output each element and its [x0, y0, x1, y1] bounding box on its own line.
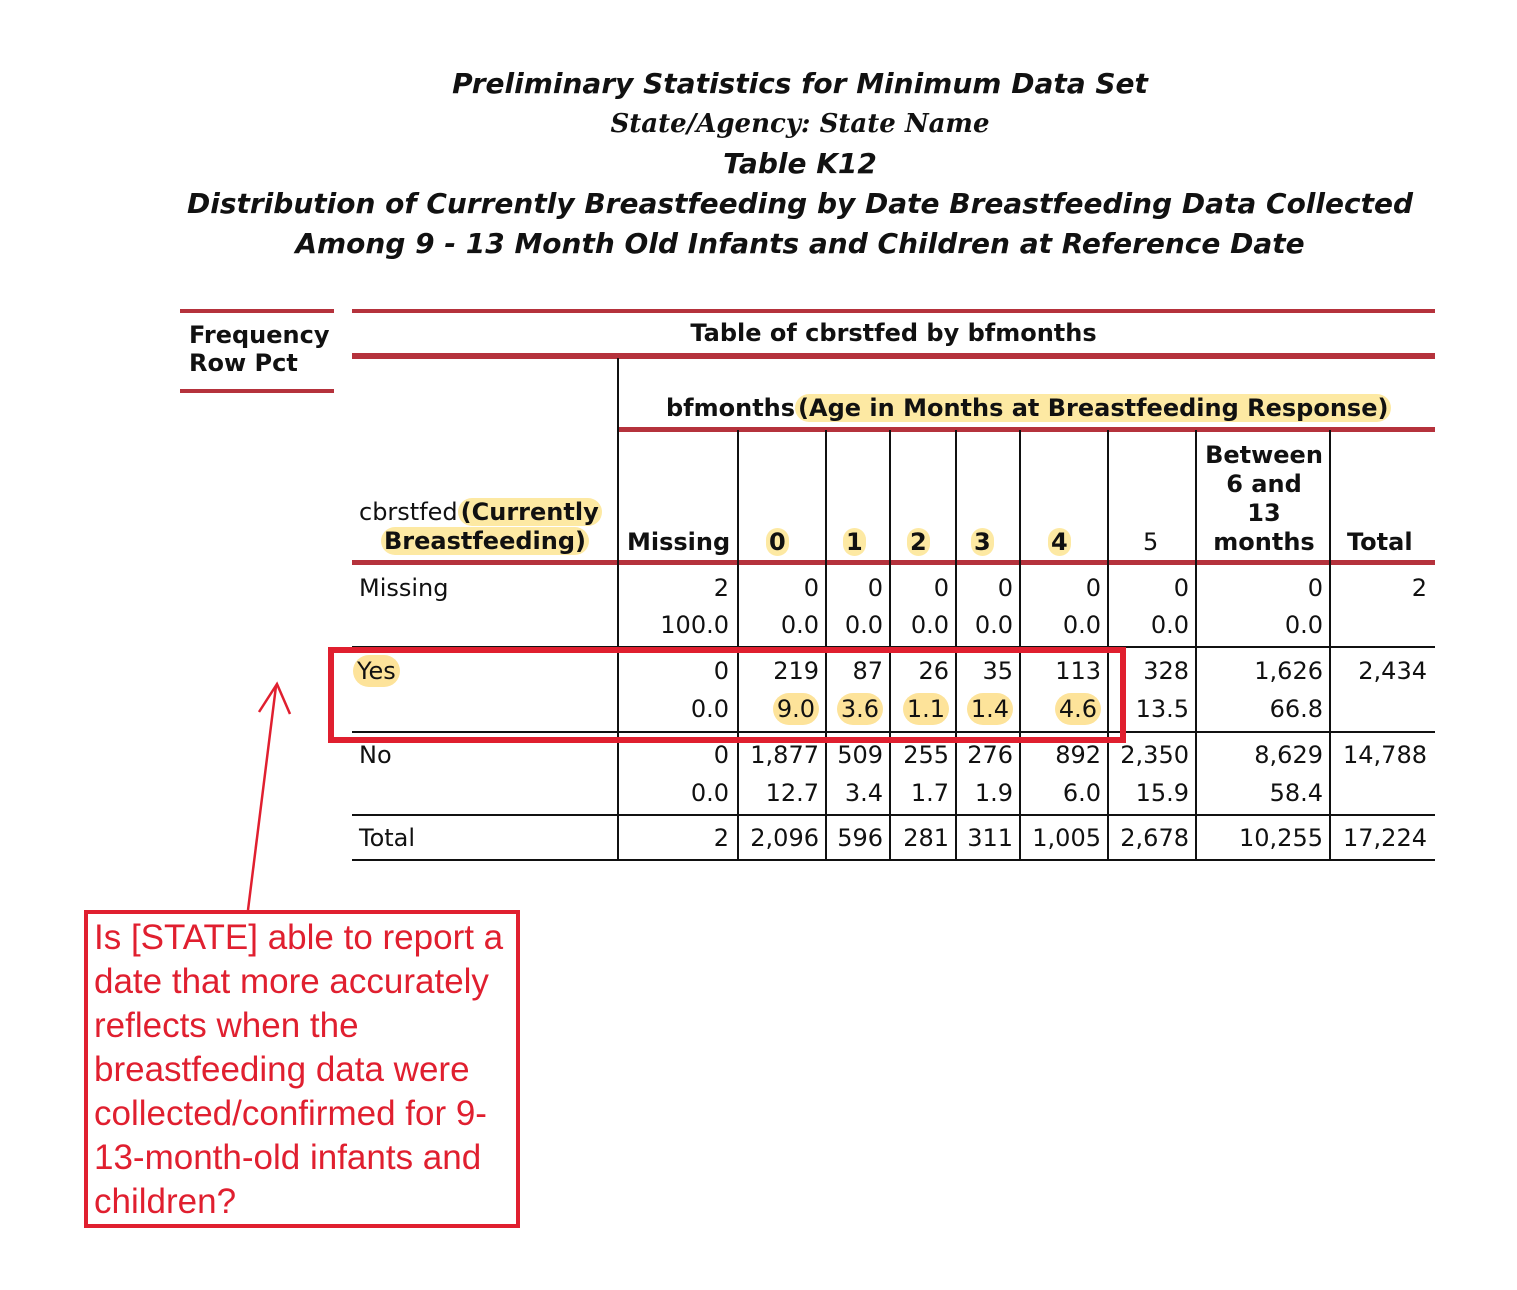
table-cell: 2,434 — [1358, 657, 1427, 685]
table-cell: 0.0 — [974, 611, 1013, 639]
highlighted-value: 1.4 — [967, 693, 1013, 725]
table-cell: 6.0 — [1062, 779, 1101, 807]
row-label-total: Total — [359, 824, 416, 852]
row-variable-label-1: (Currently — [458, 498, 602, 526]
table-cell: 58.4 — [1269, 779, 1323, 807]
table-cell: 12.7 — [765, 779, 819, 807]
table-cell: 0.0 — [1062, 611, 1101, 639]
table-cell: 1,877 — [750, 741, 819, 769]
table-cell: 2,096 — [750, 824, 819, 852]
table-cell: 509 — [837, 741, 883, 769]
col-header-between-line3: 13 — [1247, 499, 1281, 527]
table-cell: 15.9 — [1135, 779, 1189, 807]
agency-name: State/Agency: State Name — [610, 109, 990, 139]
row-label-yes-text: Yes — [353, 655, 400, 687]
table-cell: 0.0 — [690, 779, 729, 807]
table-cell: 255 — [903, 741, 949, 769]
row-label-missing: Missing — [359, 574, 449, 602]
highlighted-value: 9.0 — [773, 693, 819, 725]
table-subdescription: Among 9 - 13 Month Old Infants and Children at Reference Date — [295, 227, 1305, 260]
table-cell: 276 — [967, 741, 1013, 769]
table-cell: 0.0 — [910, 611, 949, 639]
table-cell: 8,629 — [1254, 741, 1323, 769]
col-header-between-line4: months — [1213, 528, 1315, 556]
column-variable-label: (Age in Months at Breastfeeding Response) — [795, 394, 1391, 422]
col-header-total: Total — [1347, 528, 1413, 556]
table-cell: 10,255 — [1239, 824, 1323, 852]
table-cell: 1.7 — [910, 779, 949, 807]
table-cell: 13.5 — [1135, 695, 1189, 723]
table-cell: 17,224 — [1343, 824, 1427, 852]
table-cell: 596 — [837, 824, 883, 852]
key-row-pct: Row Pct — [189, 349, 298, 377]
table-cell: 0.0 — [1150, 611, 1189, 639]
row-variable-name: cbrstfed — [359, 498, 458, 526]
table-cell: 0 — [1173, 574, 1189, 602]
table-cell: 87 — [852, 657, 883, 685]
annotation-note: Is [STATE] able to report a date that more accurately reflects when the breastfeeding data were collected/confirmed for 9-13-month-old infants and children? — [84, 910, 520, 1228]
table-cell: 0 — [997, 574, 1013, 602]
col-header-1-text: 1 — [843, 528, 866, 556]
table-cell: 1,005 — [1032, 824, 1101, 852]
column-variable-name: bfmonths — [666, 394, 796, 422]
table-title: Table of cbrstfed by bfmonths — [352, 309, 1435, 359]
table-description: Distribution of Currently Breastfeeding by Date Breastfeeding Data Collected — [186, 187, 1414, 220]
table-cell: 0.0 — [844, 611, 883, 639]
table-cell: 0 — [713, 657, 729, 685]
col-header-5: 5 — [1143, 528, 1159, 556]
col-header-2-text: 2 — [907, 528, 930, 556]
highlighted-value: 3.6 — [837, 693, 883, 725]
table-cell: 100.0 — [660, 611, 729, 639]
table-cell: 26 — [918, 657, 949, 685]
table-cell: 2 — [713, 824, 729, 852]
highlighted-value: 4.6 — [1055, 693, 1101, 725]
table-cell: 1,626 — [1254, 657, 1323, 685]
table-cell: 1.9 — [974, 779, 1013, 807]
col-header-0-text: 0 — [766, 528, 789, 556]
table-cell: 14,788 — [1343, 741, 1427, 769]
table-cell: 0.0 — [780, 611, 819, 639]
table-cell: 0 — [1307, 574, 1323, 602]
table-cell: 0 — [803, 574, 819, 602]
table-cell: 0.0 — [1284, 611, 1323, 639]
col-header-between-line1: Between — [1205, 441, 1323, 469]
table-cell: 0 — [933, 574, 949, 602]
table-cell: 2,350 — [1120, 741, 1189, 769]
table-cell: 0.0 — [690, 695, 729, 723]
table-cell: 0 — [1085, 574, 1101, 602]
row-variable-label-2: Breastfeeding) — [381, 527, 589, 555]
key-frequency: Frequency — [189, 321, 330, 349]
table-cell: 281 — [903, 824, 949, 852]
table-cell: 2,678 — [1120, 824, 1189, 852]
table-cell: 3.4 — [844, 779, 883, 807]
row-label-no: No — [359, 741, 392, 769]
table-cell: 2 — [713, 574, 729, 602]
table-cell: 2 — [1411, 574, 1427, 602]
table-cell: 66.8 — [1269, 695, 1323, 723]
highlighted-value: 1.1 — [903, 693, 949, 725]
col-header-missing: Missing — [627, 528, 731, 556]
table-cell: 113 — [1055, 657, 1101, 685]
table-cell: 219 — [773, 657, 819, 685]
table-cell: 311 — [967, 824, 1013, 852]
report-title: Preliminary Statistics for Minimum Data Set — [452, 67, 1148, 100]
table-cell: 892 — [1055, 741, 1101, 769]
table-cell: 0 — [867, 574, 883, 602]
table-number: Table K12 — [723, 147, 877, 180]
col-header-3-text: 3 — [971, 528, 994, 556]
col-header-between-line2: 6 and — [1226, 470, 1302, 498]
table-cell: 328 — [1143, 657, 1189, 685]
table-cell: 35 — [982, 657, 1013, 685]
table-cell: 0 — [713, 741, 729, 769]
col-header-4-text: 4 — [1048, 528, 1071, 556]
